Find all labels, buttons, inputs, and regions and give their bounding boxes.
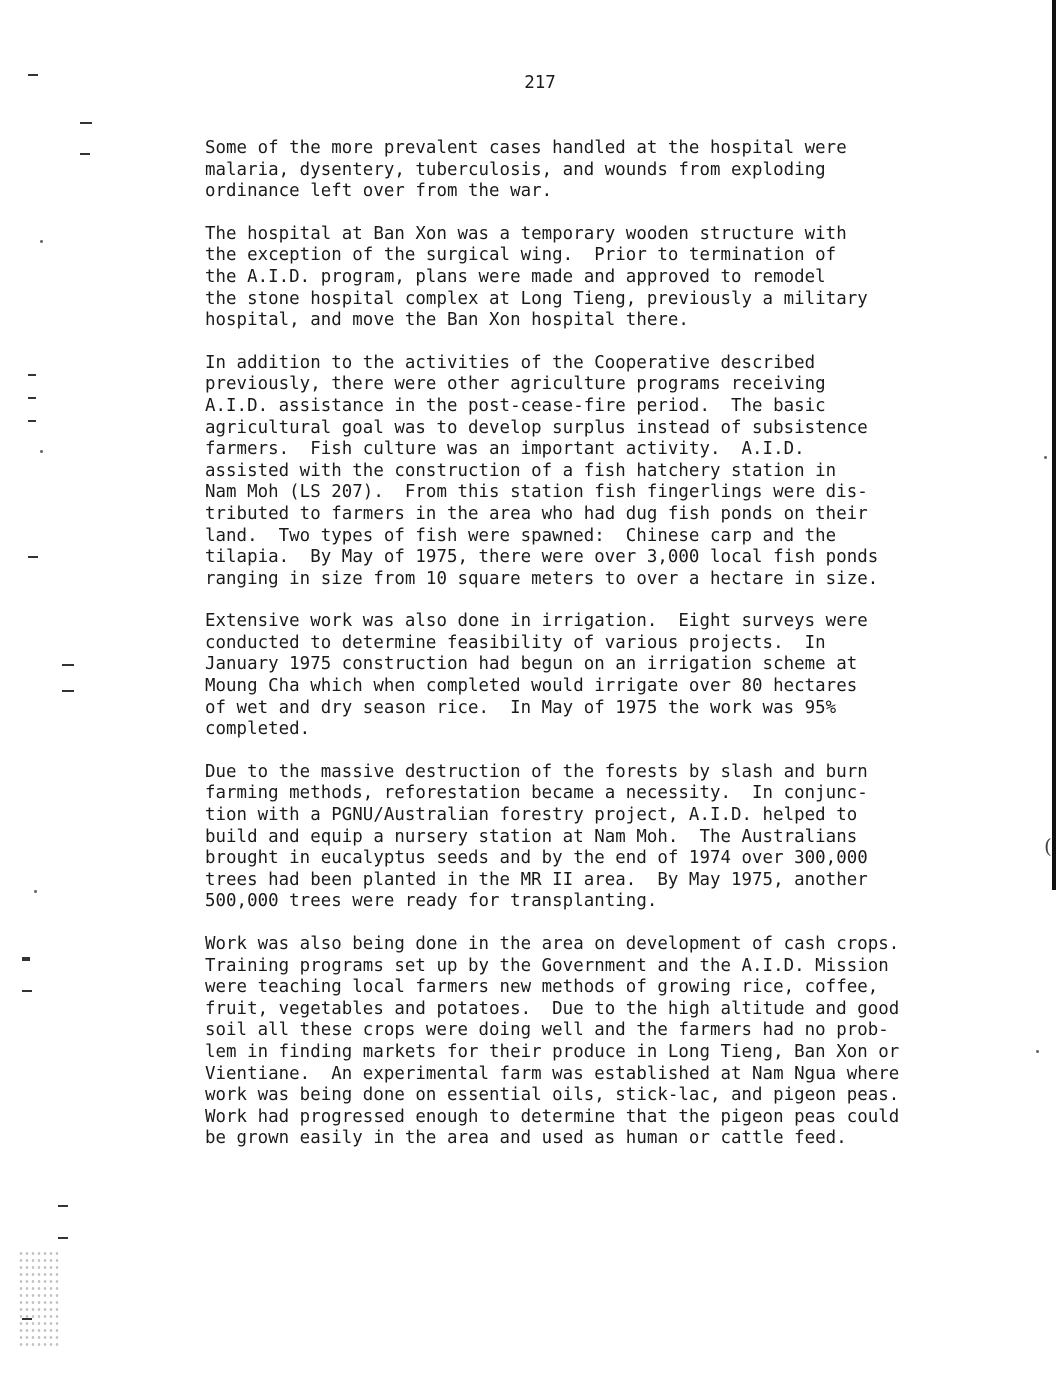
text-line: tilapia. By May of 1975, there were over 3,000 local fish ponds	[205, 547, 879, 568]
text-line: Extensive work was also done in irrigation. Eight surveys were	[205, 611, 868, 632]
scan-speck	[40, 450, 43, 453]
paragraph-agriculture-fish	[205, 353, 925, 591]
text-line: Training programs set up by the Government and the A.I.D. Mission	[205, 955, 889, 976]
text-line: brought in eucalyptus seeds and by the end of 1974 over 300,000	[205, 848, 868, 869]
text-line: soil all these crops were doing well and the farmers had no prob-	[205, 1020, 889, 1041]
text-line: hospital, and move the Ban Xon hospital there.	[205, 310, 689, 331]
scan-mark	[58, 1237, 68, 1239]
text-line: The hospital at Ban Xon was a temporary wooden structure with	[205, 223, 847, 244]
text-line: ordinance left over from the war.	[205, 181, 553, 202]
text-line: Some of the more prevalent cases handled at the hospital were	[205, 138, 847, 158]
scan-bracket-mark: (	[1044, 834, 1052, 858]
text-line: trees had been planted in the MR II area. By May 1975, another	[205, 869, 868, 890]
scan-mark	[62, 664, 74, 666]
text-line: Nam Moh (LS 207). From this station fish fingerlings were dis-	[205, 482, 868, 503]
text-line: build and equip a nursery station at Nam Moh. The Australians	[205, 826, 858, 847]
scan-mark	[28, 74, 38, 76]
text-line: Work was also being done in the area on development of cash crops.	[205, 934, 900, 954]
text-line: malaria, dysentery, tuberculosis, and wounds from exploding	[205, 159, 826, 180]
text-line: A.I.D. assistance in the post-cease-fire period. The basic	[205, 395, 826, 416]
paragraph-irrigation	[205, 611, 925, 741]
text-line: assisted with the construction of a fish hatchery station in	[205, 460, 837, 481]
scan-mark	[80, 122, 92, 124]
scan-mark	[62, 690, 74, 692]
scan-mark	[28, 374, 36, 376]
page-number: 217	[524, 73, 556, 93]
text-line: farmers. Fish culture was an important activity. A.I.D.	[205, 439, 805, 460]
paragraph-hospital-cases	[205, 138, 925, 203]
text-line: tributed to farmers in the area who had dug fish ponds on their	[205, 503, 868, 524]
text-line: Due to the massive destruction of the forests by slash and burn	[205, 761, 868, 782]
scan-mark	[80, 153, 90, 155]
text-line: tion with a PGNU/Australian forestry project, A.I.D. helped to	[205, 805, 858, 826]
text-line: conducted to determine feasibility of various projects. In	[205, 632, 826, 653]
text-line: farming methods, reforestation became a necessity. In conjunc-	[205, 783, 868, 804]
scan-speck	[34, 890, 37, 893]
scan-edge-bar	[1052, 0, 1056, 890]
scan-mark	[58, 1205, 68, 1207]
text-line: previously, there were other agriculture programs receiving	[205, 374, 826, 395]
scan-binding-speckle	[18, 1250, 60, 1350]
text-line: 500,000 trees were ready for transplanting.	[205, 891, 658, 912]
scan-mark	[28, 556, 38, 558]
scan-mark	[28, 397, 36, 399]
scan-speck	[1036, 1050, 1039, 1053]
scan-speck	[40, 240, 43, 243]
text-line: January 1975 construction had begun on an irrigation scheme at	[205, 654, 858, 675]
paragraph-cash-crops	[205, 934, 925, 1150]
paragraph-ban-xon-hospital	[205, 224, 925, 332]
paragraph-reforestation	[205, 762, 925, 913]
text-line: the A.I.D. program, plans were made and approved to remodel	[205, 266, 826, 287]
scan-mark	[28, 420, 36, 422]
text-line: Vientiane. An experimental farm was established at Nam Ngua where	[205, 1063, 900, 1084]
text-line: lem in finding markets for their produce in Long Tieng, Ban Xon or	[205, 1041, 900, 1062]
text-line: were teaching local farmers new methods of growing rice, coffee,	[205, 977, 879, 998]
text-line: Work had progressed enough to determine that the pigeon peas could	[205, 1106, 900, 1127]
text-line: land. Two types of fish were spawned: Chinese carp and the	[205, 525, 837, 546]
scan-speck	[1044, 456, 1047, 459]
text-line: In addition to the activities of the Cooperative described	[205, 352, 816, 373]
text-line: of wet and dry season rice. In May of 1975 the work was 95%	[205, 697, 837, 718]
scan-mark	[22, 957, 30, 961]
text-line: the stone hospital complex at Long Tieng, previously a military	[205, 288, 868, 309]
text-line: the exception of the surgical wing. Prior to termination of	[205, 245, 837, 266]
scan-mark	[22, 990, 32, 992]
text-line: work was being done on essential oils, stick-lac, and pigeon peas.	[205, 1085, 900, 1106]
text-line: fruit, vegetables and potatoes. Due to the high altitude and good	[205, 998, 900, 1019]
text-line: Moung Cha which when completed would irrigate over 80 hectares	[205, 676, 858, 697]
body-text	[205, 138, 925, 1171]
text-line: completed.	[205, 719, 311, 740]
text-line: agricultural goal was to develop surplus instead of subsistence	[205, 417, 868, 438]
text-line: ranging in size from 10 square meters to over a hectare in size.	[205, 568, 879, 589]
text-line: be grown easily in the area and used as human or cattle feed.	[205, 1128, 847, 1149]
